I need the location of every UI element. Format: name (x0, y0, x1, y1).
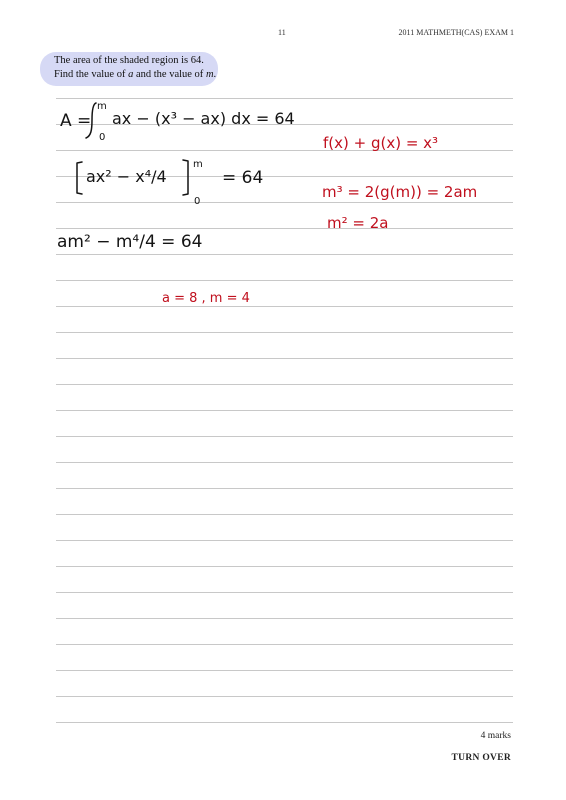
integral-lower-limit: 0 (99, 132, 106, 143)
integral-upper-limit: m (97, 101, 107, 112)
question-line-2-mid: and the value of (133, 69, 206, 80)
right-bracket (183, 160, 188, 195)
working-line-2 (77, 159, 263, 207)
red-equation-1: f(x) + g(x) = x³ (323, 134, 439, 152)
antiderivative: ax² − x⁴/4 (86, 167, 167, 186)
page-number: 11 (278, 28, 286, 37)
red-equation-3: m² = 2a (327, 214, 389, 232)
question-line-2-prefix: Find the value of (54, 69, 129, 80)
red-equation-2: m³ = 2(g(m)) = 2am (322, 183, 478, 201)
marks-label: 4 marks (480, 731, 511, 741)
question-line-1: The area of the shaded region is 64. (54, 55, 204, 66)
variable-a: a (128, 69, 134, 80)
red-working (162, 134, 477, 306)
area-lhs: A = (60, 111, 92, 131)
working-line-1 (60, 101, 295, 143)
working-line-3 (57, 232, 202, 252)
bracket-upper-limit: m (193, 159, 203, 170)
simplified-equation: am² − m⁴/4 = 64 (57, 232, 203, 252)
question-line-2-suffix: . (213, 69, 217, 80)
bracket-lower-limit: 0 (194, 196, 201, 207)
turn-over-label: TURN OVER (451, 753, 511, 763)
exam-title: 2011 MATHMETH(CAS) EXAM 1 (398, 28, 514, 37)
variable-m: m (205, 69, 214, 80)
line-2-rhs: = 64 (222, 168, 264, 188)
final-answer: a = 8 , m = 4 (162, 291, 250, 306)
left-bracket (77, 162, 82, 194)
integrand: ax − (x³ − ax) dx = 64 (112, 109, 295, 128)
